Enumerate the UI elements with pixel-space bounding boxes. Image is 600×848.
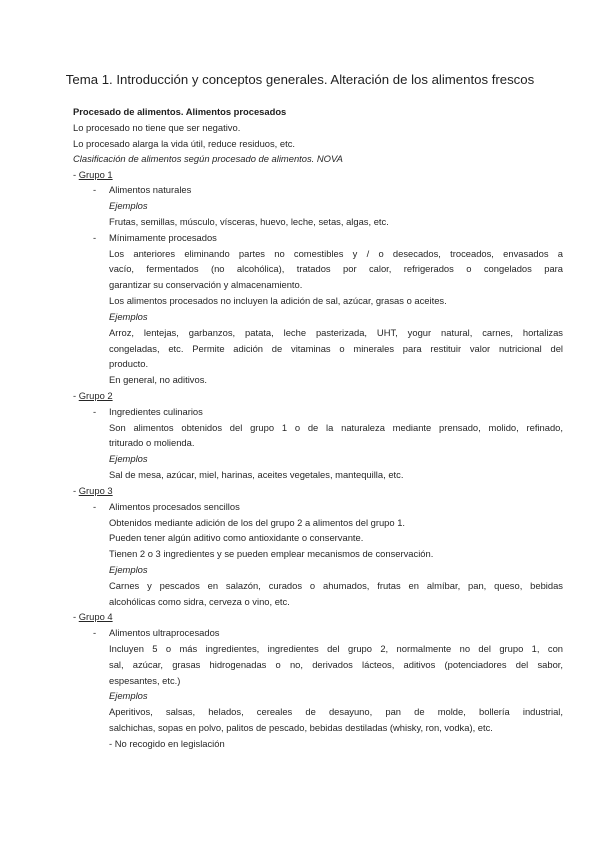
group-4-heading: - Grupo 4 (73, 611, 113, 622)
example-line: congeladas, etc. Permite adición de vitaminas o minerales para restituir valor nutricional del (109, 343, 563, 354)
example-line: Frutas, semillas, músculo, vísceras, huevo, leche, setas, algas, etc. (109, 216, 389, 227)
example-line: En general, no aditivos. (109, 374, 207, 385)
body-line: Incluyen 5 o más ingredientes, ingredientes del grupo 2, normalmente no del grupo 1, con (109, 643, 563, 654)
examples-label: Ejemplos (109, 311, 148, 322)
intro-line-1: Lo procesado no tiene que ser negativo. (73, 122, 241, 133)
example-line: - No recogido en legislación (109, 738, 225, 749)
body-line: vacío, fermentados (no alcohólica), tratados por calor, refrigerados o congelados para (109, 263, 563, 274)
example-line: Carnes y pescados en salazón, curados o ahumados, frutas en almíbar, pan, queso, bebidas (109, 580, 563, 591)
group-1b-title: Mínimamente procesados (109, 232, 217, 243)
bullet-dash: - (93, 406, 97, 417)
bullet-dash: - (93, 627, 97, 638)
group-2-title: Ingredientes culinarios (109, 406, 203, 417)
body-line: espesantes, etc.) (109, 675, 181, 686)
group-3-title: Alimentos procesados sencillos (109, 501, 240, 512)
bullet-dash: - (93, 501, 97, 512)
example-line: Sal de mesa, azúcar, miel, harinas, aceites vegetales, mantequilla, etc. (109, 469, 404, 480)
group-3-heading: - Grupo 3 (73, 485, 113, 496)
body-line: Pueden tener algún aditivo como antioxidante o conservante. (109, 532, 364, 543)
group-2-heading: - Grupo 2 (73, 390, 113, 401)
body-line: Tienen 2 o 3 ingredientes y se pueden emplear mecanismos de conservación. (109, 548, 434, 559)
body-line: garantizar su conservación y almacenamiento. (109, 279, 303, 290)
group-1a-title: Alimentos naturales (109, 184, 192, 195)
body-line: triturado o molienda. (109, 437, 195, 448)
group-1-heading: - Grupo 1 (73, 169, 113, 180)
examples-label: Ejemplos (109, 690, 148, 701)
example-line: producto. (109, 358, 149, 369)
intro-line-3: Clasificación de alimentos según procesado de alimentos. NOVA (73, 153, 343, 164)
group-4-title: Alimentos ultraprocesados (109, 627, 220, 638)
section-heading: Procesado de alimentos. Alimentos procesados (73, 106, 287, 117)
body-line: Los alimentos procesados no incluyen la adición de sal, azúcar, grasas o aceites. (109, 295, 447, 306)
bullet-dash: - (93, 184, 97, 195)
intro-line-2: Lo procesado alarga la vida útil, reduce residuos, etc. (73, 138, 296, 149)
body-line: Los anteriores eliminando partes no comestibles y / o desecados, troceados, envasados a (109, 248, 563, 259)
bullet-dash: - (93, 232, 97, 243)
example-line: alcohólicas como sidra, cerveza o vino, etc. (109, 596, 290, 607)
example-line: salchichas, sopas en polvo, palitos de pescado, bebidas destiladas (whisky, ron, vodka), etc. (109, 722, 493, 733)
examples-label: Ejemplos (109, 200, 148, 211)
body-line: sal, azúcar, grasas hidrogenadas o no, derivados lácteos, aditivos (potenciadores del sabor, (109, 659, 563, 670)
examples-label: Ejemplos (109, 564, 148, 575)
document-title: Tema 1. Introducción y conceptos generales. Alteración de los alimentos frescos (65, 72, 535, 87)
examples-label: Ejemplos (109, 453, 148, 464)
body-line: Son alimentos obtenidos del grupo 1 o de la naturaleza mediante prensado, molido, refinado, (109, 422, 563, 433)
body-line: Obtenidos mediante adición de los del grupo 2 a alimentos del grupo 1. (109, 517, 406, 528)
example-line: Aperitivos, salsas, helados, cereales de desayuno, pan de molde, bollería industrial, (109, 706, 563, 717)
example-line: Arroz, lentejas, garbanzos, patata, leche pasterizada, UHT, yogur natural, carnes, hortalizas (109, 327, 563, 338)
